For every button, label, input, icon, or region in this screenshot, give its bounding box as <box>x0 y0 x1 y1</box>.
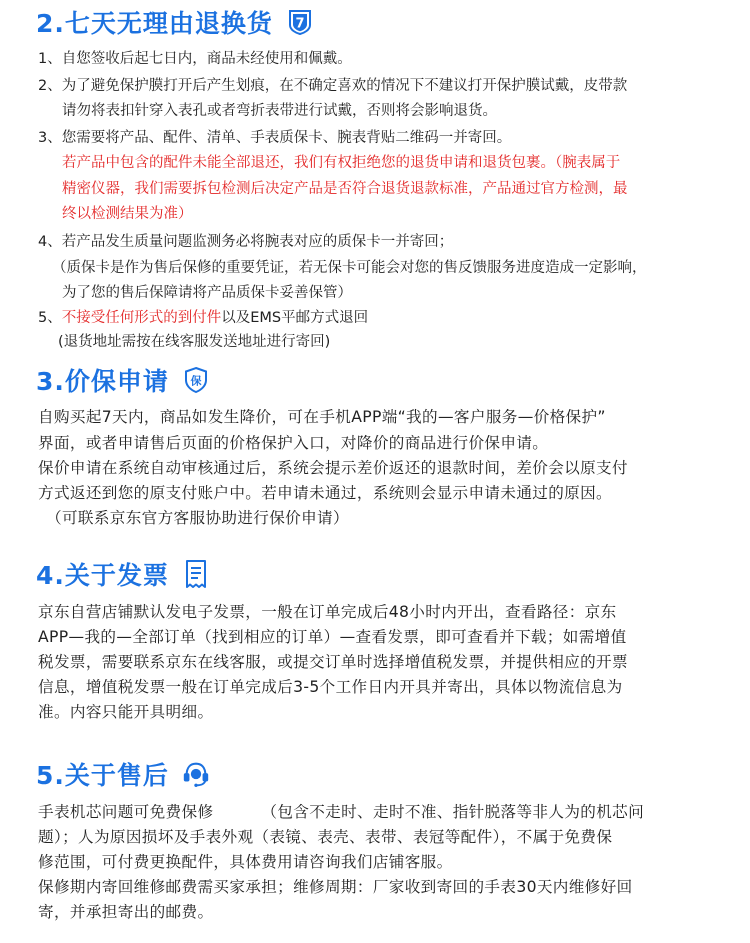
return-line-3: 请勿将表扣针穿入表孔或者弯折表带进行试戴，否则将会影响退货。 <box>62 103 497 119</box>
return-item-5-number: 5、 <box>38 310 62 326</box>
price-protection-line-5: （可联系京东官方客服协助进行保价申请） <box>46 509 349 527</box>
invoice-title: 4.关于发票 <box>36 561 169 590</box>
after-sales-line-1 <box>38 799 644 825</box>
invoice-line-3: 税发票，需要联系京东在线客服，或提交订单时选择增值税发票，并提供相应的开票 <box>38 653 628 671</box>
return-line-9: （质保卡是作为售后保修的重要凭证，若无保卡可能会对您的售反馈服务进度造成一定影响， <box>52 260 647 276</box>
after-sales-line-3: 修范围，可付费更换配件，具体费用请咨询我们店铺客服。 <box>38 853 453 871</box>
invoice-line-1: 京东自营店铺默认发电子发票，一般在订单完成后48小时内开出，查看路径：京东 <box>38 603 617 621</box>
after-sales-coverage-text: （包含不走时、走时不准、指针脱落等非人为的机芯问 <box>261 803 645 821</box>
price-protection-title: 3.价保申请 <box>36 367 169 396</box>
svg-text:7: 7 <box>295 16 305 32</box>
headset-icon <box>181 759 211 789</box>
return-line-1: 1、自您签收后起七日内，商品未经使用和佩戴。 <box>38 51 352 67</box>
after-sales-line-5: 寄，并承担寄出的邮费。 <box>38 903 214 921</box>
invoice-icon <box>181 559 211 589</box>
section-title <box>36 756 211 792</box>
price-protection-line-3: 保价申请在系统自动审核通过后，系统会提示差价返还的退款时间，差价会以原支付 <box>38 459 628 477</box>
invoice-line-2: APP—我的—全部订单（找到相应的订单）—查看发票，即可查看并下载；如需增值 <box>38 628 627 646</box>
return-warning-line-2: 精密仪器，我们需要拆包检测后决定产品是否符合退货退款标准，产品通过官方检测，最 <box>62 181 628 197</box>
after-sales-line-2: 题）；人为原因损坏及手表外观（表镜、表壳、表带、表冠等配件），不属于免费保 <box>38 828 613 846</box>
return-line-4: 3、您需要将产品、配件、清单、手表质保卡、腕表背贴二维码一并寄回。 <box>38 130 512 146</box>
price-protection-line-1: 自购买起7天内，商品如发生降价，可在手机APP端“我的—客户服务—价格保护” <box>38 408 606 426</box>
return-line-11 <box>38 307 368 329</box>
return-line-8: 4、若产品发生质量问题监测务必将腕表对应的质保卡一并寄回； <box>38 234 454 250</box>
section-title <box>36 4 315 40</box>
price-protection-line-4: 方式返还到您的原支付账户中。若申请未通过，系统则会显示申请未通过的原因。 <box>38 484 612 502</box>
return-no-ems-text: 以及EMS平邮方式退回 <box>221 310 369 326</box>
return-line-2: 2、为了避免保护膜打开后产生划痕，在不确定喜欢的情况下不建议打开保护膜试戴，皮带款 <box>38 78 628 94</box>
return-line-10: 为了您的售后保障请将产品质保卡妥善保管） <box>62 285 352 301</box>
section-title <box>36 362 211 398</box>
return-no-cod-text: 不接受任何形式的到付件 <box>61 310 222 326</box>
after-sales-line-4: 保修期内寄回维修邮费需买家承担；维修周期：厂家收到寄回的手表30天内维修好回 <box>38 878 633 896</box>
return-warning-line-3: 终以检测结果为准） <box>62 206 193 222</box>
return-warning-line-1: 若产品中包含的配件未能全部退还，我们有权拒绝您的退货申请和退货包裹。（腕表属于 <box>62 155 621 171</box>
invoice-line-5: 准。内容只能开具明细。 <box>38 703 214 721</box>
return-policy-title: 2.七天无理由退换货 <box>36 9 273 38</box>
after-sales-title: 5.关于售后 <box>36 761 169 790</box>
shield-bao-icon <box>181 365 211 395</box>
price-protection-line-2: 界面，或者申请售后页面的价格保护入口，对降价的商品进行价保申请。 <box>38 434 549 452</box>
section-title <box>36 556 211 592</box>
invoice-line-4: 信息，增值税发票一般在订单完成后3-5个工作日内开具并寄出，具体以物流信息为 <box>38 678 623 696</box>
after-sales-free-repair-text: 手表机芯问题可免费保修 <box>38 803 214 821</box>
svg-text:保: 保 <box>190 374 202 388</box>
return-line-12: (退货地址需按在线客服发送地址进行寄回) <box>58 334 331 350</box>
badge-7-icon <box>285 7 315 37</box>
